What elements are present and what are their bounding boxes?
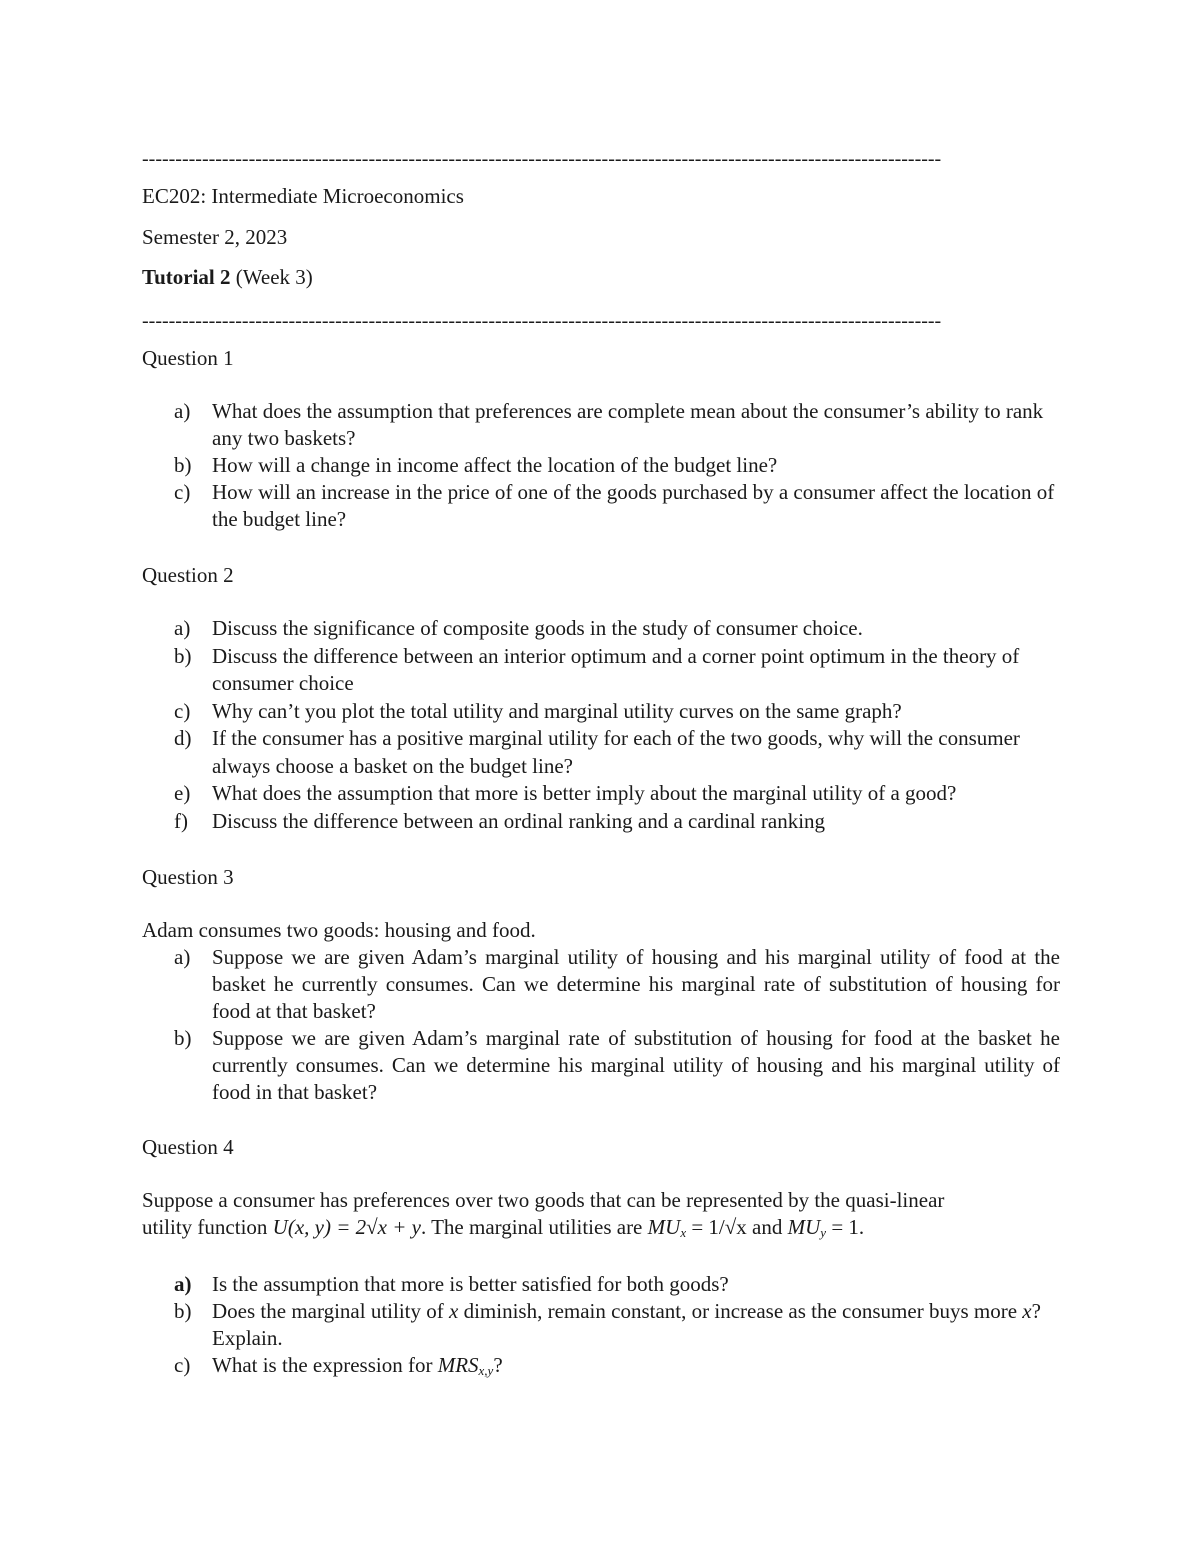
course-title: EC202: Intermediate Microeconomics xyxy=(142,184,464,208)
item-text-part: ? Explain. xyxy=(212,1299,1041,1350)
question-2-title: Question 2 xyxy=(142,563,234,587)
tutorial-week: (Week 3) xyxy=(230,265,313,289)
question-1-title: Question 1 xyxy=(142,346,234,370)
mu-y-value: = 1. xyxy=(826,1215,865,1239)
item-text: Is the assumption that more is better satisfied for both goods? xyxy=(212,1272,729,1296)
question-3-intro: Adam consumes two goods: housing and food. xyxy=(142,918,536,942)
item-text xyxy=(212,1353,503,1377)
and-text: and xyxy=(746,1215,788,1239)
item-marker: c) xyxy=(174,480,191,504)
list-item xyxy=(174,944,1060,1025)
list-item xyxy=(174,615,1060,643)
mu-x-subscript: x xyxy=(680,1225,687,1240)
question-4-list xyxy=(174,1271,1060,1379)
intro-text: utility function xyxy=(142,1215,273,1239)
item-text: Why can’t you plot the total utility and marginal utility curves on the same graph? xyxy=(212,698,902,723)
semester-line: Semester 2, 2023 xyxy=(142,225,288,249)
top-dashed-rule: ------------------------------------------------------------------------------------------------------------------------ xyxy=(142,148,942,170)
item-marker: a) xyxy=(174,1272,192,1296)
list-item xyxy=(174,1271,1060,1298)
item-text: Discuss the significance of composite goods in the study of consumer choice. xyxy=(212,616,863,640)
item-text-part: ? xyxy=(493,1353,503,1377)
item-text: How will a change in income affect the location of the budget line? xyxy=(212,453,778,477)
mu-x-value: = 1/√x xyxy=(686,1215,747,1239)
mu-y-label: MU xyxy=(787,1215,821,1239)
item-marker: a) xyxy=(174,616,191,640)
list-item xyxy=(174,725,1060,780)
list-item xyxy=(174,780,1060,808)
item-marker: a) xyxy=(174,399,191,423)
mrs-subscript: x,y xyxy=(478,1363,494,1378)
utility-function-expression: U(x, y) = 2√x + y xyxy=(272,1215,421,1239)
item-text: What does the assumption that preferences are complete mean about the consumer’s ability to rank any two baskets? xyxy=(212,399,1044,450)
list-item xyxy=(174,808,1060,836)
list-item xyxy=(174,698,1060,726)
item-marker: f) xyxy=(174,808,188,833)
item-marker: b) xyxy=(174,1026,192,1050)
tutorial-number: Tutorial 2 xyxy=(142,265,231,289)
list-item xyxy=(174,479,1060,533)
item-text: How will an increase in the price of one of the goods purchased by a consumer affect the location of the budget line? xyxy=(212,480,1055,531)
question-4-intro-line-2 xyxy=(142,1214,864,1241)
mu-x-label: MU xyxy=(647,1215,681,1239)
bottom-dashed-rule: ------------------------------------------------------------------------------------------------------------------------ xyxy=(142,310,942,332)
list-item xyxy=(174,452,1060,479)
item-text: What does the assumption that more is better imply about the marginal utility of a good? xyxy=(212,781,957,805)
item-marker: b) xyxy=(174,643,192,668)
question-4-intro-line-1: Suppose a consumer has preferences over two goods that can be represented by the quasi-linear xyxy=(142,1188,945,1212)
list-item xyxy=(174,1025,1060,1106)
item-marker: c) xyxy=(174,1353,191,1377)
item-text: Suppose we are given Adam’s marginal rate of substitution of housing for food at the basket he currently consumes. Can we determine his marginal utility of housing and his marginal utility of food in that basket? xyxy=(212,1026,1060,1104)
item-marker: b) xyxy=(174,453,192,477)
question-1-list xyxy=(174,398,1060,533)
question-2-list xyxy=(174,615,1060,835)
question-4-title: Question 4 xyxy=(142,1135,234,1159)
item-text: Suppose we are given Adam’s marginal utility of housing and his marginal utility of food at the basket he currently consumes. Can we determine his marginal rate of substitution of housing for food at that basket? xyxy=(212,945,1060,1023)
item-marker: b) xyxy=(174,1299,192,1323)
item-marker: e) xyxy=(174,781,191,805)
variable-x: x xyxy=(1022,1299,1032,1323)
mrs-label: MRS xyxy=(437,1353,479,1377)
item-text-part: diminish, remain constant, or increase as the consumer buys more xyxy=(458,1299,1023,1323)
item-marker: d) xyxy=(174,726,192,750)
item-marker: a) xyxy=(174,945,191,969)
list-item xyxy=(174,1352,1060,1379)
mu-y-subscript: y xyxy=(820,1225,827,1240)
item-text: If the consumer has a positive marginal utility for each of the two goods, why will the consumer always choose a basket on the budget line? xyxy=(212,726,1020,778)
question-3-list xyxy=(174,944,1060,1106)
item-text xyxy=(212,1299,1041,1350)
item-marker: c) xyxy=(174,698,191,723)
variable-x: x xyxy=(449,1299,459,1323)
item-text-part: What is the expression for xyxy=(212,1353,438,1377)
item-text: Discuss the difference between an ordinal ranking and a cardinal ranking xyxy=(212,808,826,833)
list-item xyxy=(174,1298,1060,1352)
list-item xyxy=(174,398,1060,452)
question-3-title: Question 3 xyxy=(142,865,234,889)
tutorial-line xyxy=(142,264,313,291)
list-item xyxy=(174,643,1060,698)
item-text: Discuss the difference between an interior optimum and a corner point optimum in the theory of consumer choice xyxy=(212,643,1020,695)
item-text-part: Does the marginal utility of xyxy=(212,1299,449,1323)
intro-text: . The marginal utilities are xyxy=(420,1215,648,1239)
